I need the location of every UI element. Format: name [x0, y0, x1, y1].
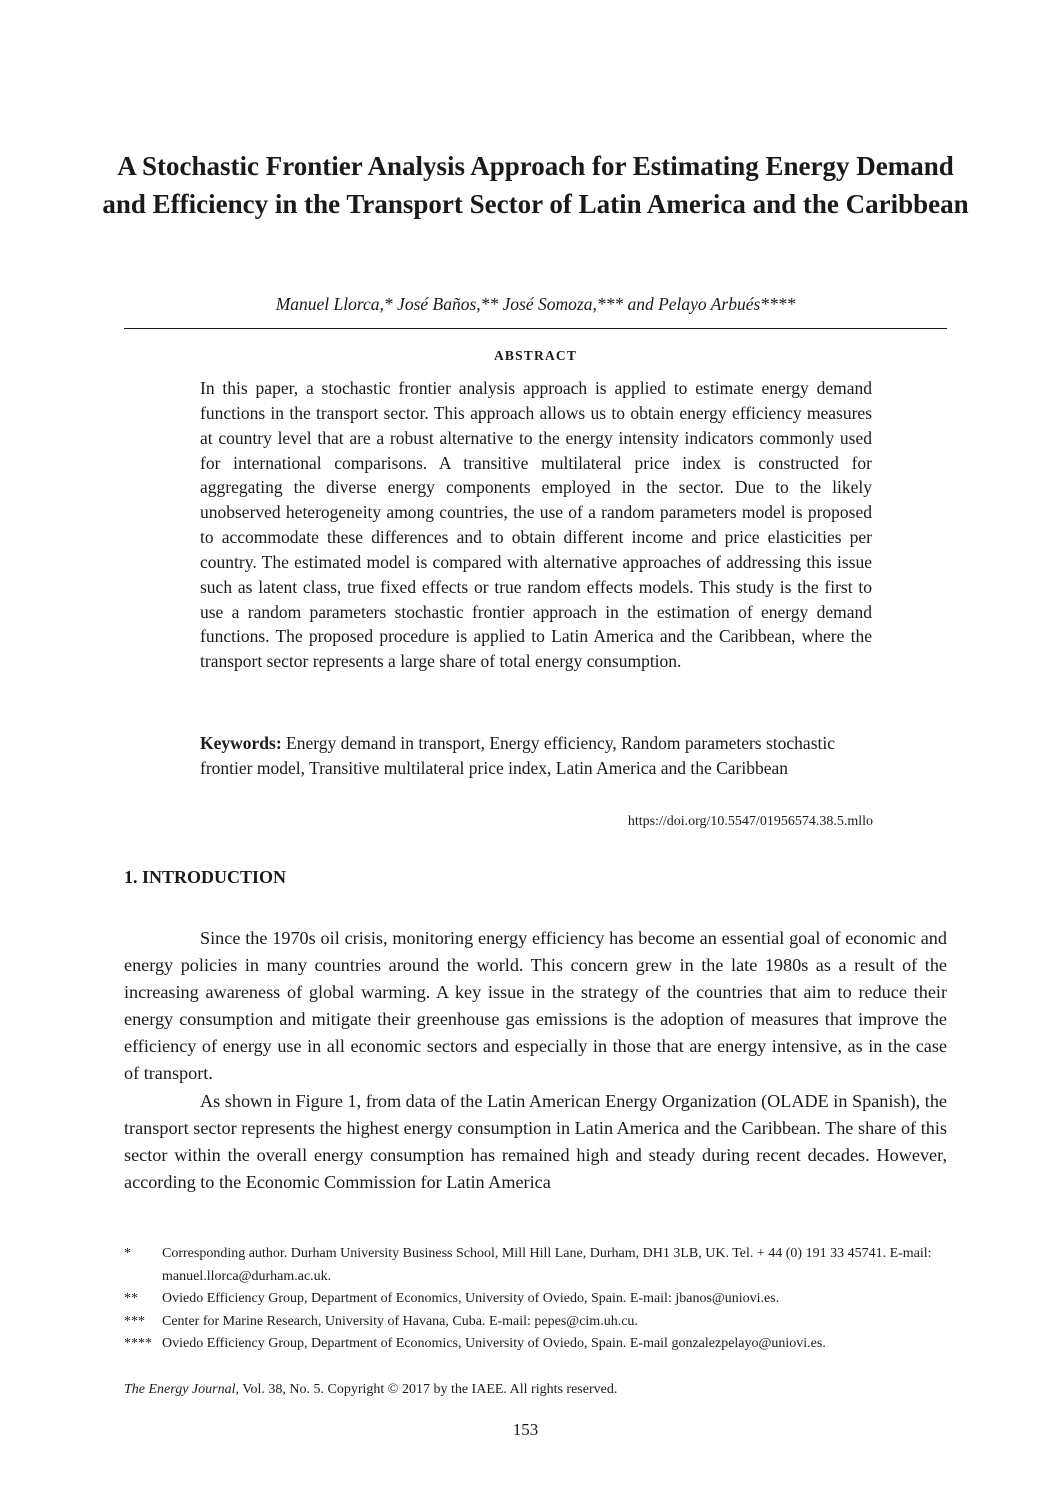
footnote-text: Corresponding author. Durham University Business School, Mill Hill Lane, Durham, DH1 3LB, UK. Tel. + 44 (0) 191 33 45741. E-mail: manuel.llorca@durham.ac.uk.	[162, 1246, 932, 1284]
author-list: Manuel Llorca,* José Baños,** José Somoza,*** and Pelayo Arbués****	[275, 294, 796, 314]
paper-title: A Stochastic Frontier Analysis Approach for Estimating Energy Demand and Efficiency in the Transport Sector of Latin America and the Caribbean	[102, 151, 969, 219]
abstract-heading: ABSTRACT	[493, 348, 578, 363]
footnote-text: Oviedo Efficiency Group, Department of Economics, University of Oviedo, Spain. E-mail gonzalezpelayo@uniovi.es.	[162, 1336, 826, 1351]
footnote	[124, 1311, 947, 1334]
copyright-text: , Vol. 38, No. 5. Copyright © 2017 by the IAEE. All rights reserved.	[235, 1382, 618, 1397]
journal-name: The Energy Journal	[124, 1382, 236, 1397]
footnote	[124, 1333, 947, 1356]
keywords	[200, 731, 872, 781]
intro-paragraph: Since the 1970s oil crisis, monitoring energy efficiency has become an essential goal of economic and energy policies in many countries around the world. This concern grew in the late 1980s as a result of the increasing awareness of global warming. A key issue in the strategy of the countries that aim to reduce their energy consumption and mitigate their greenhouse gas emissions is the adoption of measures that improve the efficiency of energy use in all economic sectors and especially in those that are energy intensive, as in the case of transport.	[124, 928, 947, 1084]
introduction-body	[124, 925, 947, 1196]
section-heading-introduction: 1. INTRODUCTION	[124, 867, 287, 887]
page-number: 153	[512, 1420, 539, 1439]
abstract-text: In this paper, a stochastic frontier analysis approach is applied to estimate energy demand functions in the transport sector. This approach allows us to obtain energy efficiency measures at country level that are a robust alternative to the energy intensity indicators commonly used for international comparisons. A transitive multilateral price index is constructed for aggregating the diverse energy components employed in the sector. Due to the likely unobserved heterogeneity among countries, the use of a random parameters model is proposed to accommodate these differences and to obtain different income and price elasticities per country. The estimated model is compared with alternative approaches of addressing this issue such as latent class, true fixed effects or true random effects models. This study is the first to use a random parameters stochastic frontier approach in the estimation of energy demand functions. The proposed procedure is applied to Latin America and the Caribbean, where the transport sector represents a large share of total energy consumption.	[200, 378, 872, 672]
footnote-mark: ***	[124, 1313, 145, 1329]
keywords-label: Keywords:	[200, 733, 282, 753]
footnote	[124, 1288, 947, 1311]
header-divider	[124, 328, 947, 329]
footnotes	[124, 1243, 947, 1356]
keywords-text: Energy demand in transport, Energy efficiency, Random parameters stochastic frontier model, Transitive multilateral price index, Latin America and the Caribbean	[200, 733, 835, 778]
doi-link[interactable]: https://doi.org/10.5547/01956574.38.5.mllo	[627, 814, 873, 829]
journal-copyright	[124, 1382, 617, 1398]
footnote-text: Oviedo Efficiency Group, Department of Economics, University of Oviedo, Spain. E-mail: jbanos@uniovi.es.	[162, 1291, 780, 1306]
intro-paragraph: As shown in Figure 1, from data of the Latin American Energy Organization (OLADE in Spanish), the transport sector represents the highest energy consumption in Latin America and the Caribbean. The share of this sector within the overall energy consumption has remained high and steady during recent decades. However, according to the Economic Commission for Latin America	[124, 1090, 947, 1192]
footnote-text: Center for Marine Research, University of Havana, Cuba. E-mail: pepes@cim.uh.cu.	[162, 1313, 638, 1329]
footnote-mark: **	[124, 1291, 138, 1306]
footnote-mark: ****	[124, 1336, 152, 1351]
footnote-mark: *	[124, 1246, 131, 1261]
footnote	[124, 1243, 947, 1288]
